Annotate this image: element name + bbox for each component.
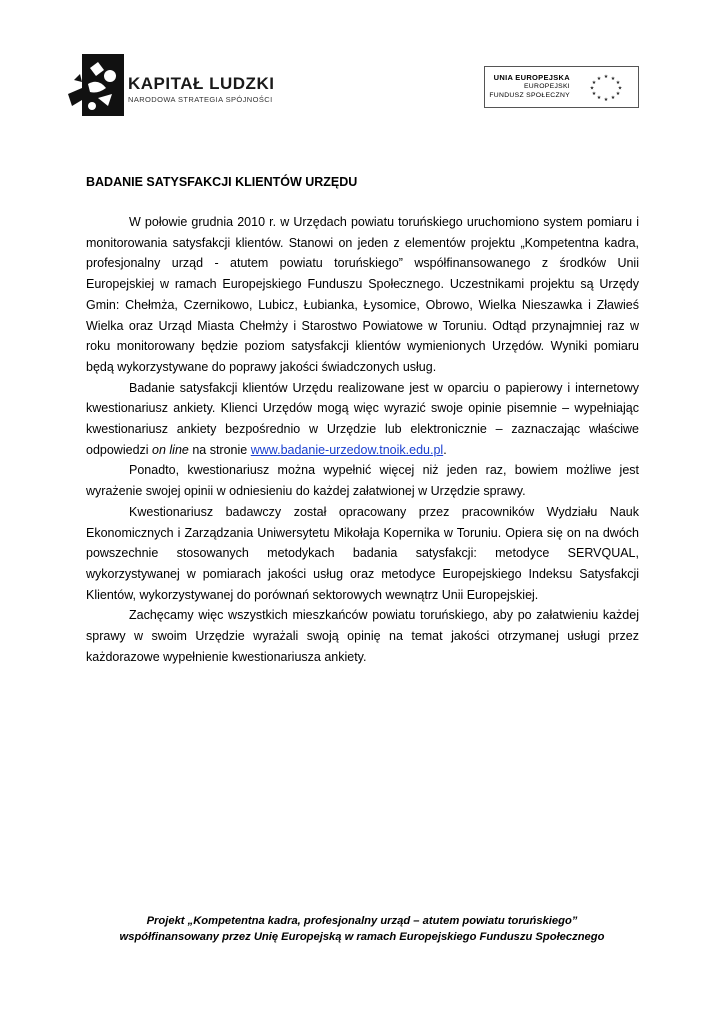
eu-line-3: FUNDUSZ SPOŁECZNY	[489, 92, 570, 99]
svg-text:★: ★	[596, 95, 602, 101]
eu-flag-icon	[580, 70, 632, 104]
paragraph-5: Zachęcamy więc wszystkich mieszkańców powiatu toruńskiego, aby po załatwieniu każdej sprawy w swoim Urzędzie wyrażali swoją opinię na temat jakości otrzymanej usługi przez każdorazowe wypełnienie kwestionariusza ankiety.	[86, 608, 639, 664]
document-body	[86, 212, 639, 667]
svg-text:★: ★	[615, 91, 621, 97]
survey-link[interactable]: www.badanie-urzedow.tnoik.edu.pl	[250, 442, 444, 457]
eu-line-1: UNIA EUROPEJSKA	[493, 73, 570, 82]
logo-subtitle: NARODOWA STRATEGIA SPÓJNOŚCI	[128, 95, 273, 104]
footer-line-1: Projekt „Kompetentna kadra, profesjonalny urząd – atutem powiatu toruńskiego”	[146, 915, 578, 927]
paragraph-1: W połowie grudnia 2010 r. w Urzędach powiatu toruńskiego uruchomiono system pomiaru i monitorowania satysfakcji klientów. Stanowi on jeden z elementów projektu „Kompetentna kadra, profesjonalny urząd - atutem powiatu toruńskiego” współfinansowanego z środków Unii Europejskiej w ramach Europejskiego Funduszu Społecznego. Uczestnikami projektu są Urzędy Gmin: Chełmża, Czernikowo, Lubicz, Łubianka, Łysomice, Obrowo, Wielka Nieszawka i Zławieś Wielka oraz Urząd Miasta Chełmży i Starostwo Powiatowe w Toruniu. Odtąd przynajmniej raz w roku monitorowany będzie poziom satysfakcji klientów wymienionych Urzędów. Wyniki pomiaru będą wykorzystywane do poprawy jakości świadczonych usług.	[86, 215, 639, 374]
paragraph-2-text: Badanie satysfakcji klientów Urzędu realizowane jest w oparciu o papierowy i internetowy kwestionariusz ankiety. Klienci Urzędów mogą więc wyrazić swoje opinie pisemnie – wypełniając kwestionariusz ankiety bezpośrednio w Urzędzie lub elektronicznie – zaznaczając właściwe odpowiedzi	[86, 380, 639, 457]
paragraph-4: Kwestionariusz badawczy został opracowany przez pracowników Wydziału Nauk Ekonomicznych i Zarządzania Uniwersytetu Mikołaja Kopernika w Toruniu. Opiera się on na dwóch powszechnie stosowanych metodykach badania satysfakcji: metodyce SERVQUAL, wykorzystywanej w pomiarach jakości usług oraz metodyce Europejskiego Indeksu Satysfakcji Klientów, wykorzystywanej do porównań sektorowych wewnątrz Unii Europejskiej.	[86, 504, 639, 602]
paragraph-2-text-cont: na stronie	[188, 442, 251, 457]
paragraph-2	[86, 378, 639, 461]
svg-text:★: ★	[591, 80, 597, 86]
footer	[0, 913, 724, 945]
svg-text:★: ★	[610, 76, 616, 82]
svg-text:★: ★	[591, 91, 597, 97]
kapital-ludzki-emblem-icon	[68, 54, 124, 116]
eu-line-2: EUROPEJSKI	[523, 83, 570, 90]
svg-text:★: ★	[589, 85, 595, 92]
footer-line-2: współfinansowany przez Unię Europejską w ramach Europejskiego Funduszu Społecznego	[119, 931, 605, 943]
svg-text:★: ★	[603, 97, 609, 103]
svg-text:★: ★	[603, 74, 609, 80]
online-emphasis: on line	[152, 442, 189, 457]
kapital-ludzki-logo	[68, 54, 288, 116]
document-title: BADANIE SATYSFAKCJI KLIENTÓW URZĘDU	[86, 175, 358, 189]
svg-text:★: ★	[596, 76, 602, 82]
paragraph-2-end: .	[443, 442, 447, 457]
logo-title: KAPITAŁ LUDZKI	[128, 74, 275, 93]
svg-text:★: ★	[610, 95, 616, 101]
eu-logo	[484, 66, 639, 108]
paragraph-3: Ponadto, kwestionariusz można wypełnić więcej niż jeden raz, bowiem możliwe jest wyrażenie swojej opinii w odniesieniu do każdej załatwionej w Urzędzie sprawy.	[86, 463, 639, 499]
svg-text:★: ★	[617, 85, 623, 92]
eu-logo-text	[489, 73, 570, 100]
svg-text:★: ★	[615, 80, 621, 86]
